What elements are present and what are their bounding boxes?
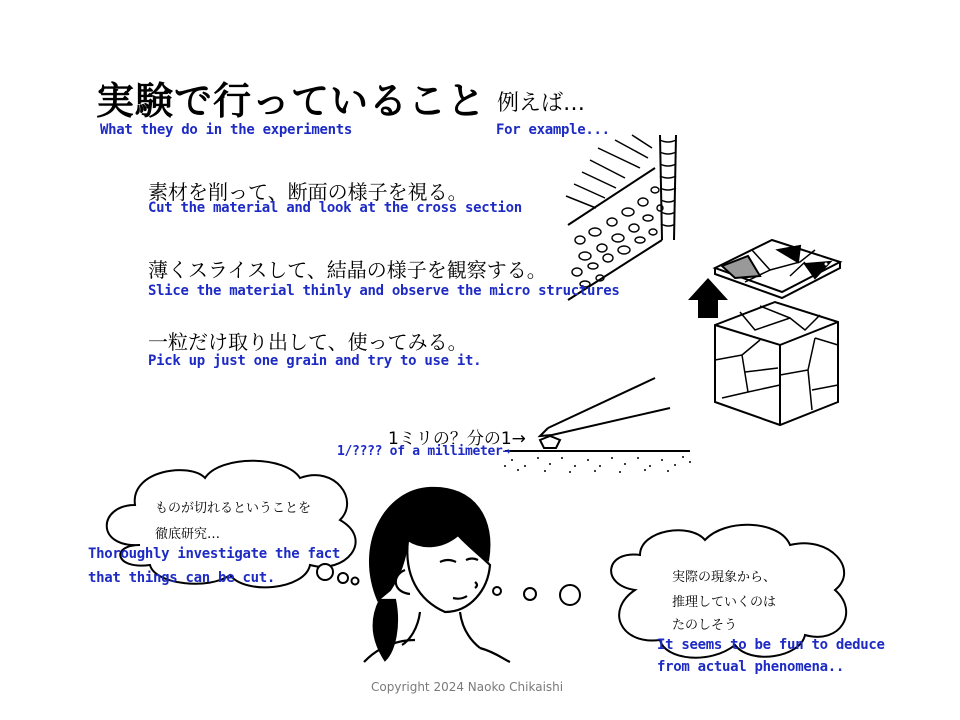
thought-bubble-left (107, 461, 359, 588)
example-label-english: For example... (496, 122, 610, 138)
item-slice-thinly: 薄くスライスして、結晶の様子を観察する。 (148, 258, 547, 282)
scale-label-english: 1/???? of a millimeter→ (337, 444, 511, 459)
left-bubble-english-2: that things can be cut. (88, 570, 275, 586)
left-bubble-line-1: ものが切れるということを (155, 501, 312, 516)
example-label: 例えば… (497, 91, 586, 116)
tweezers-grain-illustration (504, 378, 691, 473)
item-slice-thinly-english: Slice the material thinly and observe the micro structures (148, 283, 620, 299)
right-bubble-english-2: from actual phenomena.. (657, 659, 844, 675)
page-title-english: What they do in the experiments (100, 122, 352, 138)
item-pick-one-grain-english: Pick up just one grain and try to use it. (148, 353, 482, 369)
cross-section-illustration (566, 135, 676, 300)
scale-label: 1ミリの？分の1→ (388, 429, 526, 449)
left-bubble-line-2: 徹底研究… (155, 527, 221, 542)
person-thinking-illustration (364, 488, 510, 662)
item-cut-cross-section: 素材を削って、断面の様子を視る。 (148, 180, 468, 204)
page-title: 実験で行っていること (96, 79, 487, 123)
copyright-notice: Copyright 2024 Naoko Chikaishi (371, 680, 564, 694)
right-bubble-line-3: たのしそう (672, 618, 738, 633)
item-pick-one-grain: 一粒だけ取り出して、使ってみる。 (148, 330, 468, 354)
crystal-slice-illustration (715, 240, 840, 298)
up-arrow-icon (688, 278, 728, 318)
crystal-block-illustration (715, 302, 838, 425)
left-bubble-english-1: Thoroughly investigate the fact (88, 546, 340, 562)
right-bubble-line-1: 実際の現象から、 (672, 570, 777, 585)
item-cut-cross-section-english: Cut the material and look at the cross section (148, 200, 522, 216)
right-bubble-line-2: 推理していくのは (672, 595, 777, 610)
right-bubble-english-1: It seems to be fun to deduce (657, 637, 885, 653)
